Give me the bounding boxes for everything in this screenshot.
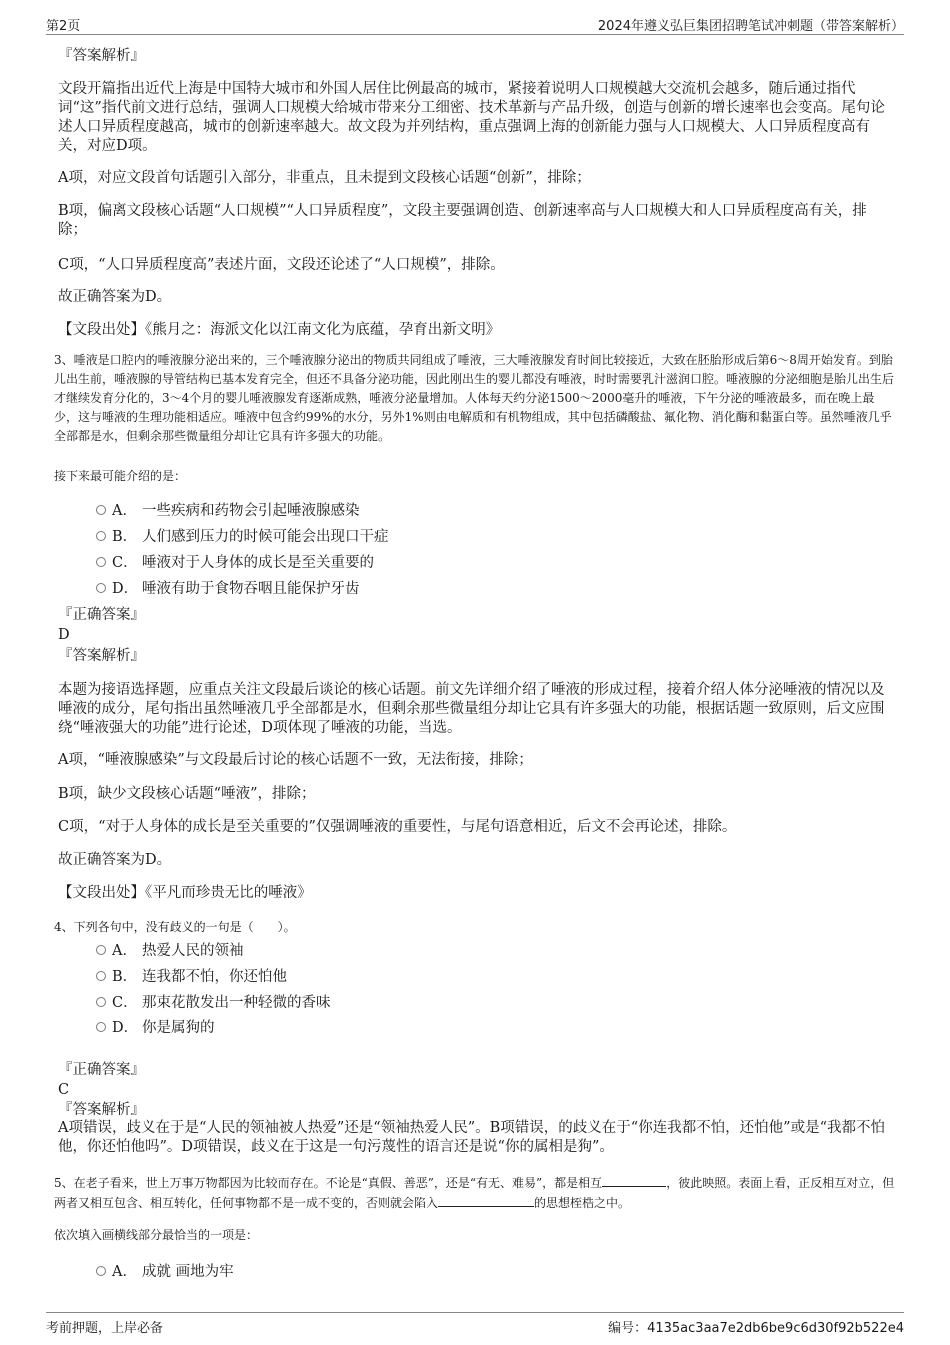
option-text: 唾液对于人身体的成长是至关重要的 [142, 555, 374, 571]
option-text: 一些疾病和药物会引起唾液腺感染 [142, 503, 360, 519]
q3-analysis-label: 『答案解析』 [58, 648, 145, 664]
radio-icon[interactable] [96, 971, 106, 981]
option-text: 那束花散发出一种轻微的香味 [142, 995, 331, 1011]
option-text: 人们感到压力的时候可能会出现口干症 [142, 529, 389, 545]
option-letter: A． [112, 503, 137, 519]
footer-slogan: 考前押题，上岸必备 [46, 1321, 164, 1336]
document-title: 2024年遵义弘巨集团招聘笔试冲刺题（带答案解析） [597, 19, 904, 34]
option-text: 唾液有助于食物吞咽且能保护牙齿 [142, 581, 360, 597]
radio-icon[interactable] [96, 531, 106, 541]
q5-prompt: 依次填入画横线部分最恰当的一项是： [54, 1228, 259, 1242]
q3-analysis-c: C项，“对于人身体的成长是至关重要的”仅强调唾液的重要性，与尾句语意相近，后文不会再论述，排除。 [58, 819, 737, 835]
option-text: 成就 画地为牢 [142, 1264, 234, 1280]
q5-stem-part-3: 的思想桎梏之中。 [534, 1196, 631, 1210]
q2-conclusion: 故正确答案为D。 [58, 289, 172, 305]
option-letter: C． [112, 555, 138, 571]
q3-stem: 3、唾液是口腔内的唾液腺分泌出来的，三个唾液腺分泌出的物质共同组成了唾液，三大唾液腺发育时间比较接近，大致在胚胎形成后第6～8周开始发育。到胎儿出生前，唾液腺的导管结构已基本发育完全，但还不具备分泌功能，因此刚出生的婴儿都没有唾液，时时需要乳汁滋润口腔。唾液腺的分泌细胞是胎儿出生后才继续发育分化的，3～4个月的婴儿唾液腺发育逐渐成熟，唾液分泌量增加。人体每天约分泌1500～2000毫升的唾液，下午分泌的唾液最多，而在晚上最少，这与唾液的生理功能相适应。唾液中包含约99%的水分，另外1%则由电解质和有机物组成，其中包括磷酸盐、氟化物、消化酶和黏蛋白等。虽然唾液几乎全部都是水，但剩余那些微量组分却让它具有许多强大的功能。 [54, 353, 895, 443]
option-letter: D． [112, 1020, 139, 1036]
q3-prompt: 接下来最可能介绍的是： [54, 469, 187, 483]
radio-icon[interactable] [96, 505, 106, 515]
q3-option-a[interactable] [96, 502, 360, 520]
q3-option-c[interactable] [96, 554, 374, 572]
q4-stem: 4、下列各句中，没有歧义的一句是（ ）。 [54, 920, 296, 934]
q4-option-c[interactable] [96, 994, 331, 1012]
radio-icon[interactable] [96, 1266, 106, 1276]
q4-analysis-text: A项错误，歧义在于是“人民的领袖被人热爱”还是“领袖热爱人民”。B项错误，的歧义在于“你连我都不怕，还怕他”或是“我都不怕他，你还怕他吗”。D项错误，歧义在于这是一句污蔑性的语言还是说“你的属相是狗”。 [58, 1120, 886, 1155]
q3-option-d[interactable] [96, 580, 360, 598]
radio-icon[interactable] [96, 557, 106, 567]
q5-option-a[interactable] [96, 1263, 234, 1281]
q5-stem-part-2: ，彼此映照。表面上看，正反相互对立，但两者又相互包含、相互转化，任何事物都不是一成不变的，否则就会陷入 [54, 1176, 895, 1210]
option-letter: A． [112, 943, 137, 959]
q3-analysis-b: B项，缺少文段核心话题“唾液”，排除； [58, 786, 316, 802]
option-letter: C． [112, 995, 138, 1011]
option-letter: A． [112, 1264, 137, 1280]
q3-source: 【文段出处】《平凡而珍贵无比的唾液》 [58, 885, 312, 901]
q2-analysis-b: B项，偏离文段核心话题“人口规模”“人口异质程度”，文段主要强调创造、创新速率高与人口规模大和人口异质程度高有关，排除； [58, 203, 867, 238]
q2-analysis-c: C项，“人口异质程度高”表述片面，文段还论述了“人口规模”，排除。 [58, 257, 505, 273]
q3-analysis-a: A项，“唾液腺感染”与文段最后讨论的核心话题不一致，无法衔接，排除； [58, 752, 533, 768]
q3-option-b[interactable] [96, 528, 389, 546]
option-letter: D． [112, 581, 139, 597]
q5-blank-1 [602, 1173, 666, 1187]
radio-icon[interactable] [96, 1022, 106, 1032]
page-header [46, 12, 904, 35]
document-id: 编号：4135ac3aa7e2db6be9c6d30f92b522e4 [608, 1321, 904, 1336]
q2-analysis-text: 文段开篇指出近代上海是中国特大城市和外国人居住比例最高的城市，紧接着说明人口规模越大交流机会越多，随后通过指代词“这”指代前文进行总结，强调人口规模大给城市带来分工细密、技术革新与产品升级，创造与创新的增长速率也会变高。尾句论述人口异质程度越高，城市的创新速率越大。故文段为并列结构，重点强调上海的创新能力强与人口规模大、人口异质程度高有关，对应D项。 [58, 81, 885, 154]
q4-option-d[interactable] [96, 1019, 215, 1037]
radio-icon[interactable] [96, 945, 106, 955]
q3-conclusion: 故正确答案为D。 [58, 852, 172, 868]
radio-icon[interactable] [96, 583, 106, 593]
option-text: 连我都不怕，你还怕他 [142, 969, 287, 985]
page-footer [46, 1312, 904, 1337]
option-text: 你是属狗的 [142, 1020, 215, 1036]
q4-answer: C [58, 1082, 70, 1098]
q4-analysis-label: 『答案解析』 [58, 1102, 145, 1118]
q3-analysis-text: 本题为接语选择题，应重点关注文段最后谈论的核心话题。前文先详细介绍了唾液的形成过程，接着介绍人体分泌唾液的情况以及唾液的成分，尾句指出虽然唾液几乎全部都是水，但剩余那些微量组分却让它具有许多强大的功能，根据话题一致原则，后文应围绕“唾液强大的功能”进行论述，D项体现了唾液的功能，当选。 [58, 682, 885, 736]
q4-answer-label: 『正确答案』 [58, 1062, 145, 1078]
option-letter: B． [112, 969, 138, 985]
option-letter: B． [112, 529, 138, 545]
q3-answer-label: 『正确答案』 [58, 607, 145, 623]
q4-option-a[interactable] [96, 942, 244, 960]
q4-option-b[interactable] [96, 968, 287, 986]
radio-icon[interactable] [96, 997, 106, 1007]
q2-analysis-a: A项，对应文段首句话题引入部分，非重点，且未提到文段核心话题“创新”，排除； [58, 170, 591, 186]
q5-stem [54, 1173, 896, 1213]
q3-answer: D [58, 627, 70, 643]
q2-analysis-label: 『答案解析』 [58, 48, 145, 64]
option-text: 热爱人民的领袖 [142, 943, 244, 959]
q2-source: 【文段出处】《熊月之：海派文化以江南文化为底蕴，孕育出新文明》 [58, 322, 501, 338]
page-number: 第2页 [46, 19, 81, 34]
q5-blank-2 [438, 1193, 534, 1207]
q5-stem-part-1: 5、在老子看来，世上万事万物都因为比较而存在。不论是“真假、善恶”，还是“有无、难易”，都是相互 [54, 1176, 603, 1190]
